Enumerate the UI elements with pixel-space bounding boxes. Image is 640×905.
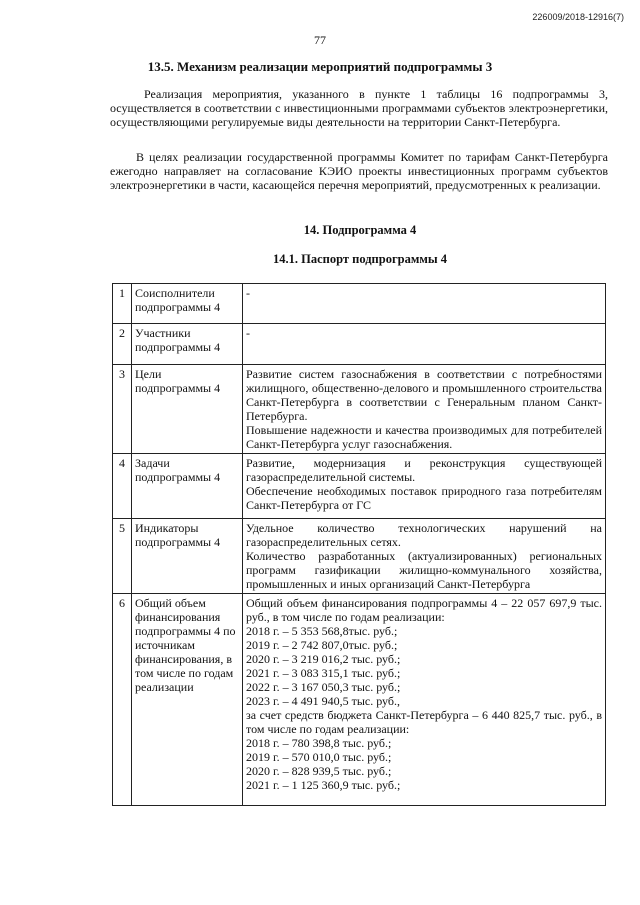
value-text: 2018 г. – 780 398,8 тыс. руб.; [246,736,392,750]
value-text: 2018 г. – 5 353 568,8тыс. руб.; [246,624,398,638]
value-text: Количество разработанных (актуализированных) региональных программ газификации жилищно-коммунального хозяйства, промышленных и иных организаций Санкт-Петербурга [246,549,602,591]
row-number: 4 [113,454,132,519]
document-id: 226009/2018-12916(7) [532,12,624,22]
row-number: 6 [113,594,132,806]
value-text: - [246,326,250,340]
row-value [243,519,606,594]
row-value [243,454,606,519]
table-row [113,594,606,806]
row-number: 2 [113,324,132,365]
value-text: Обеспечение необходимых поставок природного газа потребителям Санкт-Петербурга от ГС [246,484,602,512]
value-text: 2019 г. – 570 010,0 тыс. руб.; [246,750,392,764]
value-text: 2020 г. – 828 939,5 тыс. руб.; [246,764,392,778]
row-name: Задачи подпрограммы 4 [132,454,243,519]
value-text: 2019 г. – 2 742 807,0тыс. руб.; [246,638,398,652]
row-value [243,594,606,806]
table-row [113,365,606,454]
table-row [113,454,606,519]
value-text: 2022 г. – 3 167 050,3 тыс. руб.; [246,680,401,694]
row-name: Общий объем финансирования подпрограммы 4 по источникам финансирования, в том числе по годам реализации [132,594,243,806]
table-row [113,284,606,324]
value-text: Повышение надежности и качества производимых для потребителей Санкт-Петербурга услуг газоснабжения. [246,423,602,451]
row-number: 3 [113,365,132,454]
paragraph: В целях реализации государственной программы Комитет по тарифам Санкт-Петербурга ежегодно направляет на согласование КЭИО проекты инвестиционных программ субъектов электроэнергетики в части, касающейся перечня мероприятий, предусмотренных к реализации. [110,150,608,192]
row-value [243,284,606,324]
subprogram-title: 14. Подпрограмма 4 [303,223,417,237]
value-text: Общий объем финансирования подпрограммы 4 – 22 057 697,9 тыс. руб., в том числе по годам реализации: [246,596,602,624]
table-row [113,324,606,365]
row-name: Участники подпрограммы 4 [132,324,243,365]
passport-table [112,283,606,806]
value-text: 2021 г. – 1 125 360,9 тыс. руб.; [246,778,401,792]
row-number: 5 [113,519,132,594]
page-number: 77 [314,33,326,47]
row-value [243,324,606,365]
row-name: Индикаторы подпрограммы 4 [132,519,243,594]
value-text: Удельное количество технологических нарушений на газораспределительных сетях. [246,521,602,549]
value-text: Развитие систем газоснабжения в соответствии с потребностями жилищного, общественно-делового и промышленного строительства Санкт-Петербурга в соответствии с Генеральным планом Санкт-Петербурга. [246,367,602,423]
row-number: 1 [113,284,132,324]
value-text: 2021 г. – 3 083 315,1 тыс. руб.; [246,666,401,680]
table-row [113,519,606,594]
value-text: Развитие, модернизация и реконструкция существующей газораспределительной системы. [246,456,602,484]
value-text: за счет средств бюджета Санкт-Петербурга – 6 440 825,7 тыс. руб., в том числе по годам реализации: [246,708,602,736]
row-name: Цели подпрограммы 4 [132,365,243,454]
value-text: 2023 г. – 4 491 940,5 тыс. руб., [246,694,400,708]
value-text: - [246,286,250,300]
section-title: 13.5. Механизм реализации мероприятий подпрограммы 3 [147,59,493,74]
passport-title: 14.1. Паспорт подпрограммы 4 [272,252,447,266]
row-value [243,365,606,454]
value-text: 2020 г. – 3 219 016,2 тыс. руб.; [246,652,401,666]
paragraph: Реализация мероприятия, указанного в пункте 1 таблицы 16 подпрограммы 3, осуществляется в соответствии с инвестиционными программами субъектов электроэнергетики, осуществляющими регулируемые виды деятельности на территории Санкт-Петербурга. [110,87,608,129]
row-name: Соисполнители подпрограммы 4 [132,284,243,324]
